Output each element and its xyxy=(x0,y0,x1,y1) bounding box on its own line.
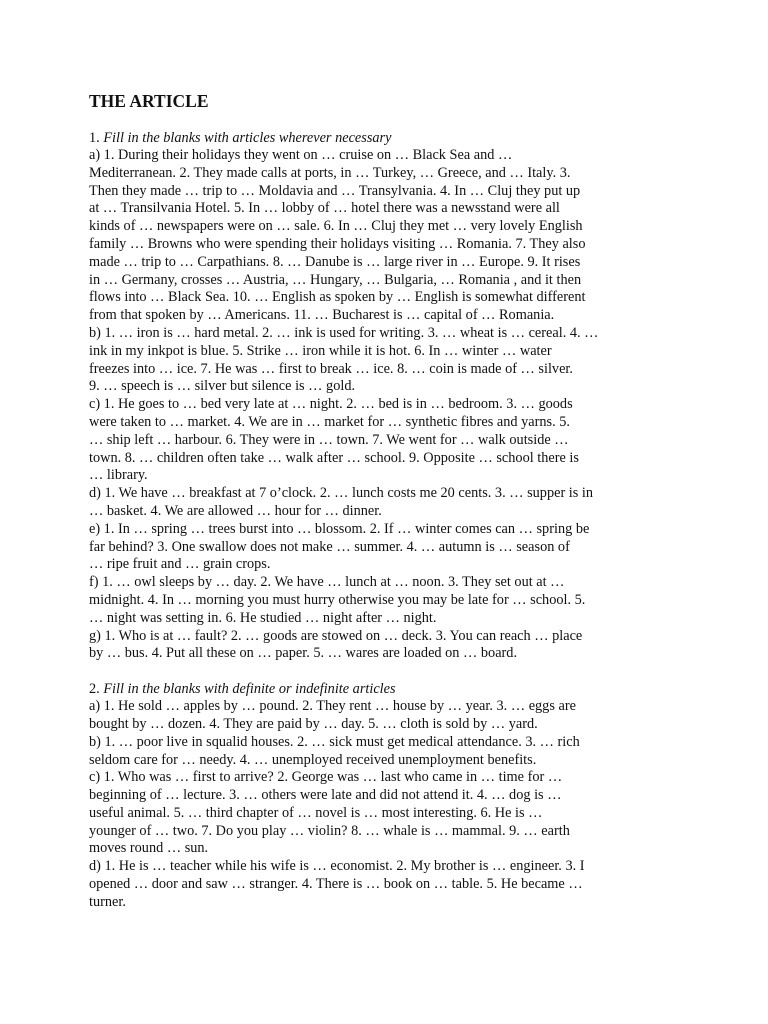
document-page xyxy=(89,90,634,929)
document-title: THE ARTICLE xyxy=(89,91,209,111)
paragraph-b xyxy=(89,325,634,396)
text-line: f) 1. … owl sleeps by … day. 2. We have … lunch at … noon. 3. They set out at … xyxy=(89,574,565,591)
text-line: family … Browns who were spending their holidays visiting … Romania. 7. They also xyxy=(89,235,586,252)
paragraph-c xyxy=(89,769,634,858)
text-line: moves round … sun. xyxy=(89,840,209,857)
exercise-heading xyxy=(89,129,634,147)
paragraph-a xyxy=(89,147,634,325)
text-line: a) 1. He sold … apples by … pound. 2. They rent … house by … year. 3. … eggs are xyxy=(89,698,576,715)
exercise-1 xyxy=(89,129,634,663)
text-line: … night was setting in. 6. He studied … night after … night. xyxy=(89,609,437,626)
text-line: 9. … speech is … silver but silence is … gold. xyxy=(89,378,356,395)
text-line: seldom care for … needy. 4. … unemployed received unemployment benefits. xyxy=(89,751,537,768)
exercise-heading xyxy=(89,680,634,698)
text-line: far behind? 3. One swallow does not make … summer. 4. … autumn is … season of xyxy=(89,538,570,555)
exercise-instruction: Fill in the blanks with articles wherever necessary xyxy=(103,130,392,146)
text-line: midnight. 4. In … morning you must hurry otherwise you may be late for … school. 5. xyxy=(89,591,586,608)
text-line: ink in my inkpot is blue. 5. Strike … iron while it is hot. 6. In … winter … water xyxy=(89,342,552,359)
text-line: b) 1. … iron is … hard metal. 2. … ink is used for writing. 3. … wheat is … cereal. 4. … xyxy=(89,324,599,341)
text-line: useful animal. 5. … third chapter of … novel is … most interesting. 6. He is … xyxy=(89,804,543,821)
text-line: d) 1. He is … teacher while his wife is … economist. 2. My brother is … engineer. 3. I xyxy=(89,858,585,875)
text-line: e) 1. In … spring … trees burst into … blossom. 2. If … winter comes can … spring be xyxy=(89,520,590,537)
paragraph-d xyxy=(89,485,634,521)
text-line: opened … door and saw … stranger. 4. There is … book on … table. 5. He became … xyxy=(89,876,583,893)
text-line: at … Transilvania Hotel. 5. In … lobby of … hotel there was a newsstand were all xyxy=(89,200,560,217)
text-line: Then they made … trip to … Moldavia and … Transylvania. 4. In … Cluj they put up xyxy=(89,182,581,199)
exercise-number: 2. xyxy=(89,681,100,698)
exercise-2 xyxy=(89,680,634,912)
text-line: c) 1. Who was … first to arrive? 2. George was … last who came in … time for … xyxy=(89,769,563,786)
text-line: made … trip to … Carpathians. 8. … Danube is … large river in … Europe. 9. It rises xyxy=(89,253,581,270)
text-line: bought by … dozen. 4. They are paid by … day. 5. … cloth is sold by … yard. xyxy=(89,715,538,732)
text-line: … basket. 4. We are allowed … hour for … dinner. xyxy=(89,502,382,519)
exercise-instruction: Fill in the blanks with definite or indefinite articles xyxy=(103,681,396,698)
paragraph-c xyxy=(89,396,634,485)
text-line: by … bus. 4. Put all these on … paper. 5. … wares are loaded on … board. xyxy=(89,645,518,662)
text-line: from that spoken by … Americans. 11. … Bucharest is … capital of … Romania. xyxy=(89,307,555,324)
text-line: Mediterranean. 2. They made calls at ports, in … Turkey, … Greece, and … Italy. 3. xyxy=(89,164,571,181)
text-line: kinds of … newspapers were on … sale. 6. In … Cluj they met … very lovely English xyxy=(89,218,583,235)
paragraph-f xyxy=(89,574,634,627)
paragraph-e xyxy=(89,521,634,574)
text-line: turner. xyxy=(89,893,126,910)
text-line: … ship left … harbour. 6. They were in … town. 7. We went for … walk outside … xyxy=(89,431,569,448)
text-line: town. 8. … children often take … walk after … school. 9. Opposite … school there is xyxy=(89,449,579,466)
exercise-number: 1. xyxy=(89,130,100,146)
text-line: b) 1. … poor live in squalid houses. 2. … sick must get medical attendance. 3. … rich xyxy=(89,733,580,750)
paragraph-g xyxy=(89,628,634,664)
text-line: c) 1. He goes to … bed very late at … night. 2. … bed is in … bedroom. 3. … goods xyxy=(89,396,573,413)
text-line: freezes into … ice. 7. He was … first to break … ice. 8. … coin is made of … silver. xyxy=(89,360,573,377)
text-line: flows into … Black Sea. 10. … English as spoken by … English is somewhat different xyxy=(89,289,586,306)
text-line: were taken to … market. 4. We are in … market for … synthetic fibres and yarns. 5. xyxy=(89,413,570,430)
text-line: … library. xyxy=(89,467,148,484)
paragraph-a xyxy=(89,698,634,734)
text-line: beginning of … lecture. 3. … others were late and did not attend it. 4. … dog is … xyxy=(89,787,562,804)
text-line: … ripe fruit and … grain crops. xyxy=(89,556,271,573)
text-line: g) 1. Who is at … fault? 2. … goods are stowed on … deck. 3. You can reach … place xyxy=(89,627,583,644)
text-line: a) 1. During their holidays they went on … cruise on … Black Sea and … xyxy=(89,147,513,163)
text-line: in … Germany, crosses … Austria, … Hungary, … Bulgaria, … Romania , and it then xyxy=(89,271,582,288)
paragraph-b xyxy=(89,734,634,770)
paragraph-d xyxy=(89,858,634,911)
text-line: younger of … two. 7. Do you play … violin? 8. … whale is … mammal. 9. … earth xyxy=(89,822,570,839)
text-line: d) 1. We have … breakfast at 7 o’clock. 2. … lunch costs me 20 cents. 3. … supper is in xyxy=(89,485,594,502)
